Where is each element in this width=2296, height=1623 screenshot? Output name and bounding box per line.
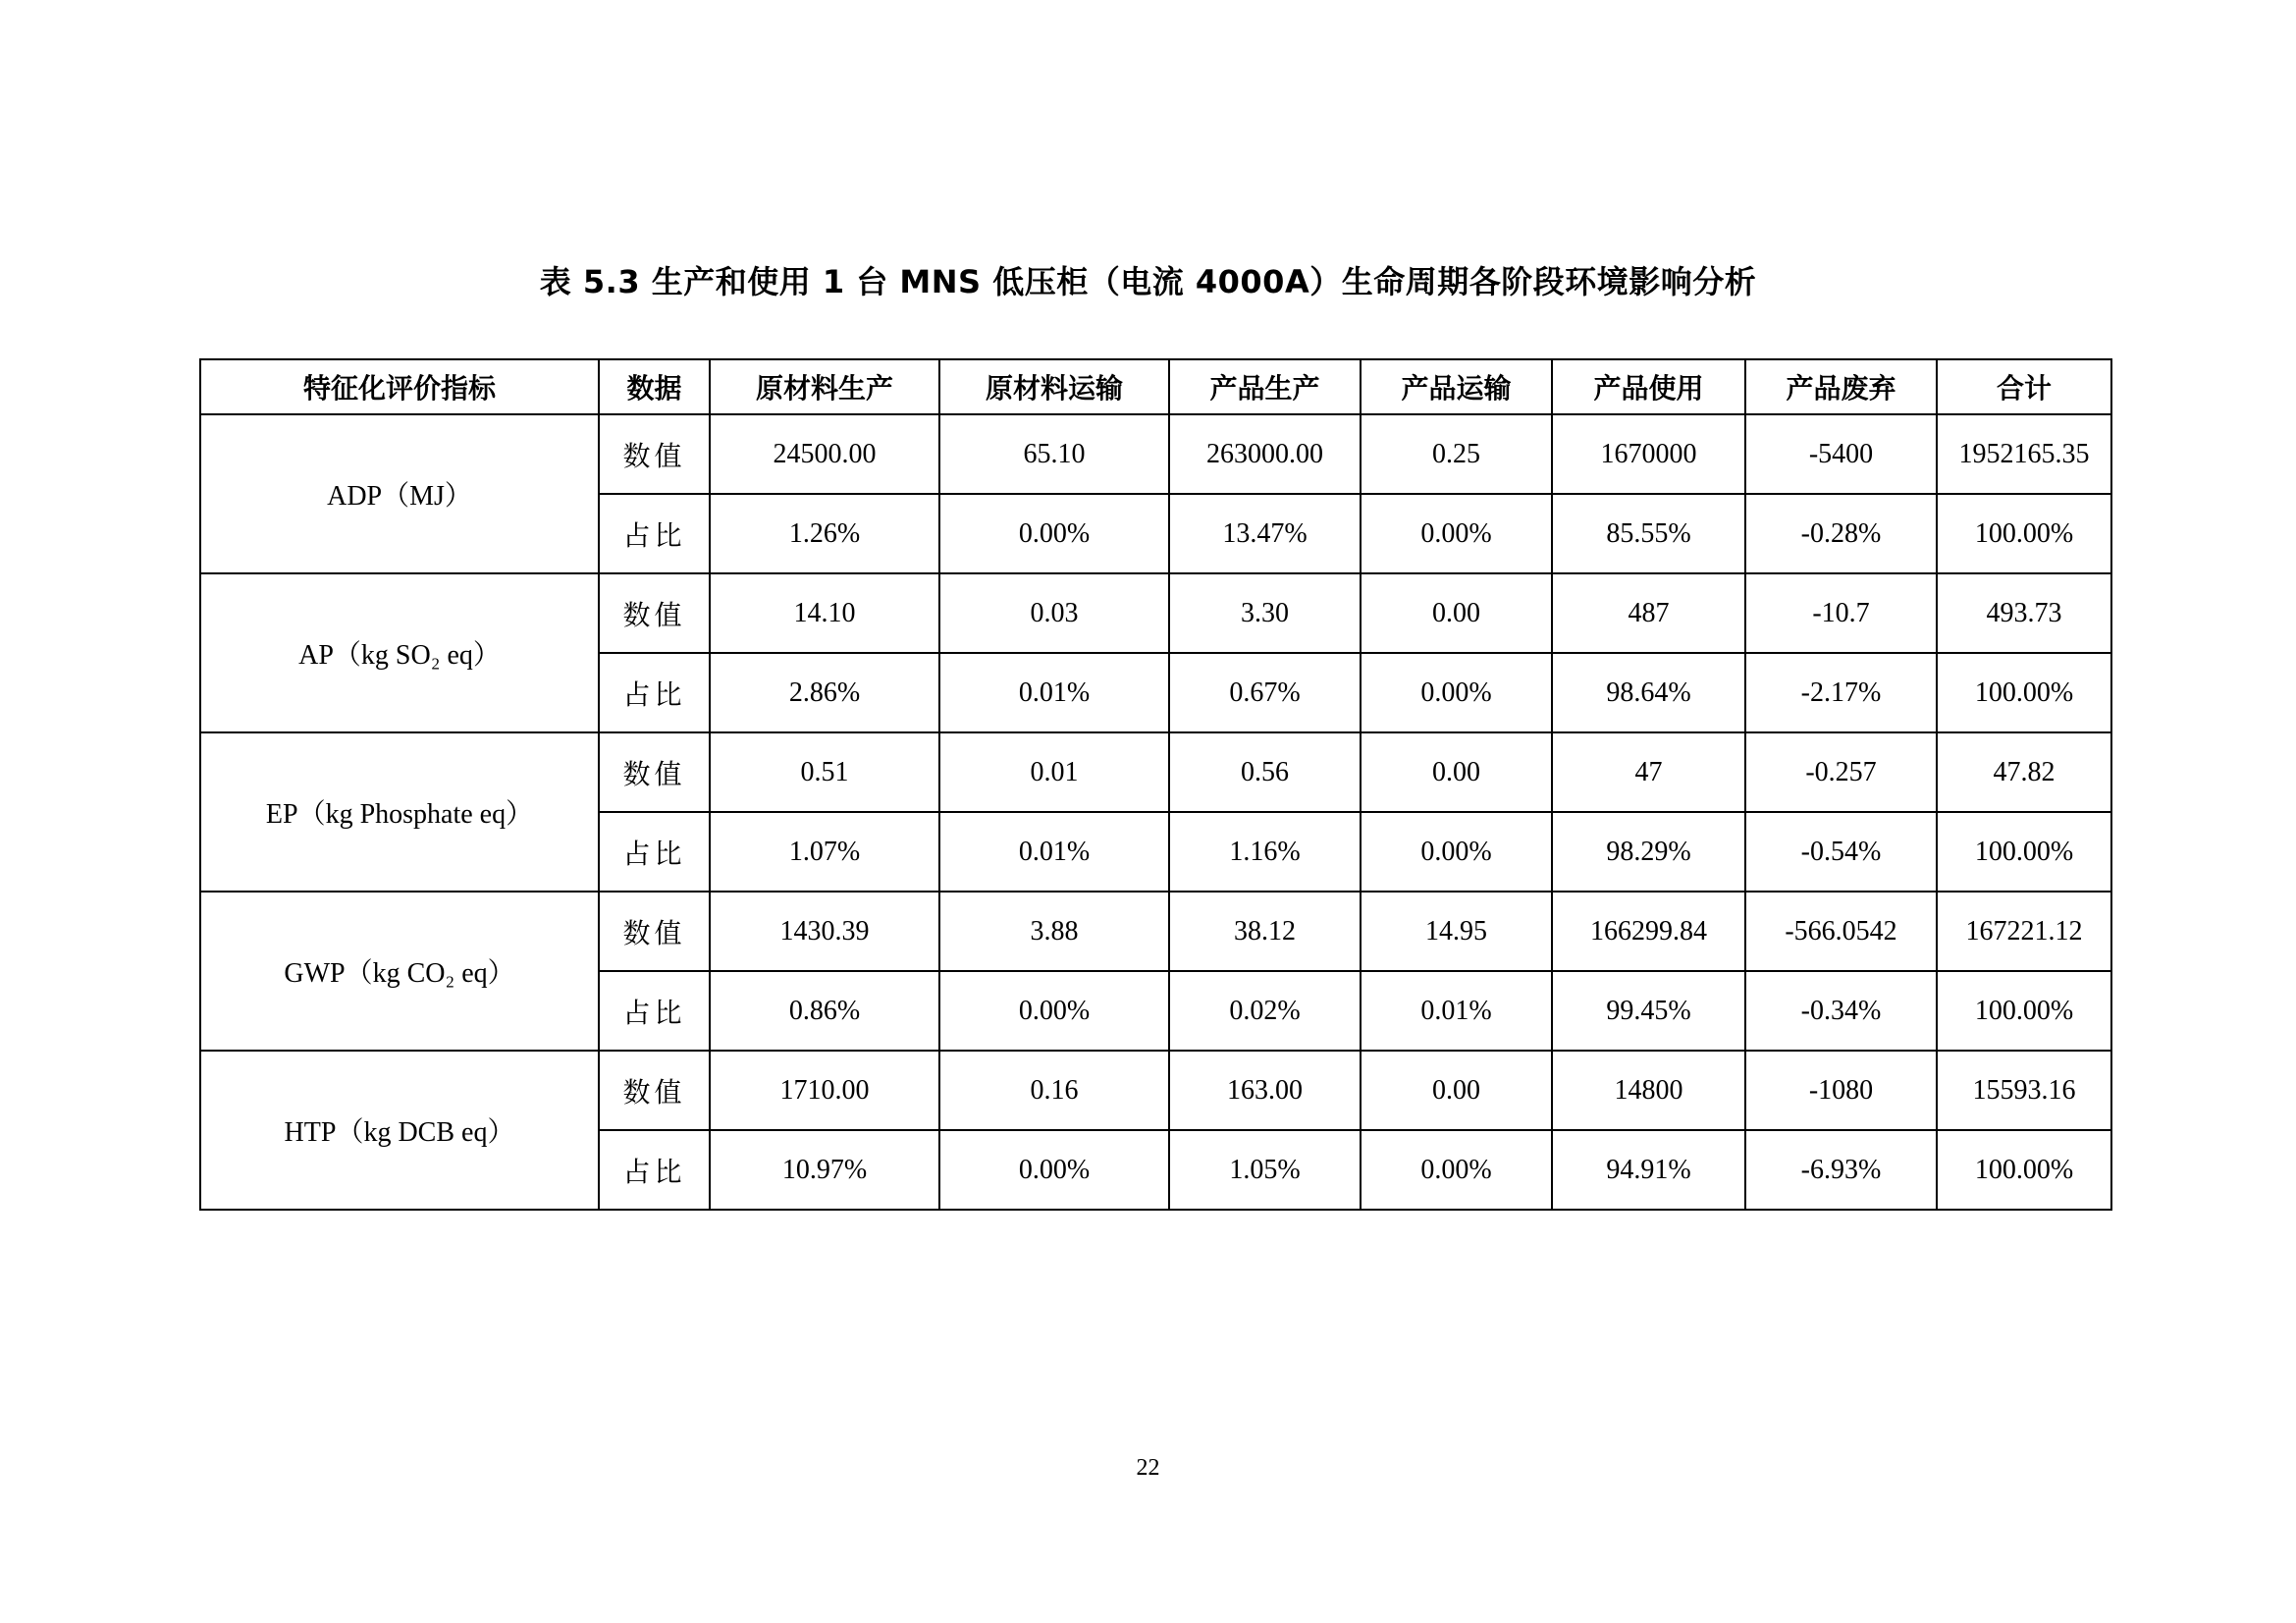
header-raw-material-transport: 原材料运输 — [939, 359, 1169, 414]
table-body — [200, 414, 2111, 1210]
cell-raw-material-transport: 0.16 — [939, 1051, 1169, 1130]
cell-product-use: 85.55% — [1552, 494, 1745, 573]
indicator-name: AP（kg SO₂ eq） — [200, 573, 599, 732]
cell-raw-material-transport: 0.01 — [939, 732, 1169, 812]
cell-product-transport: 0.00 — [1361, 732, 1552, 812]
cell-raw-material-production: 1430.39 — [710, 892, 939, 971]
cell-raw-material-production: 24500.00 — [710, 414, 939, 494]
cell-total: 1952165.35 — [1937, 414, 2111, 494]
cell-product-transport: 0.25 — [1361, 414, 1552, 494]
cell-product-transport: 0.00% — [1361, 494, 1552, 573]
cell-raw-material-production: 2.86% — [710, 653, 939, 732]
cell-product-disposal: -1080 — [1745, 1051, 1937, 1130]
cell-product-disposal: -0.54% — [1745, 812, 1937, 892]
cell-product-disposal: -0.28% — [1745, 494, 1937, 573]
cell-total: 15593.16 — [1937, 1051, 2111, 1130]
header-total: 合计 — [1937, 359, 2111, 414]
cell-raw-material-transport: 0.01% — [939, 812, 1169, 892]
table-row — [200, 892, 2111, 971]
cell-product-production: 13.47% — [1169, 494, 1361, 573]
cell-raw-material-production: 1.07% — [710, 812, 939, 892]
cell-total: 100.00% — [1937, 494, 2111, 573]
header-product-use: 产品使用 — [1552, 359, 1745, 414]
cell-raw-material-production: 1.26% — [710, 494, 939, 573]
cell-product-use: 1670000 — [1552, 414, 1745, 494]
cell-product-production: 0.67% — [1169, 653, 1361, 732]
table-row — [200, 1051, 2111, 1130]
header-raw-material-production: 原材料生产 — [710, 359, 939, 414]
cell-raw-material-transport: 65.10 — [939, 414, 1169, 494]
row-type-value: 数值 — [599, 573, 710, 653]
cell-product-transport: 0.01% — [1361, 971, 1552, 1051]
cell-product-use: 94.91% — [1552, 1130, 1745, 1210]
header-product-production: 产品生产 — [1169, 359, 1361, 414]
row-type-share: 占比 — [599, 494, 710, 573]
cell-raw-material-production: 0.86% — [710, 971, 939, 1051]
indicator-name: GWP（kg CO₂ eq） — [200, 892, 599, 1051]
page-number: 22 — [1136, 1455, 1160, 1481]
indicator-name: EP（kg Phosphate eq） — [200, 732, 599, 892]
cell-product-transport: 0.00% — [1361, 1130, 1552, 1210]
cell-raw-material-transport: 0.03 — [939, 573, 1169, 653]
cell-raw-material-production: 10.97% — [710, 1130, 939, 1210]
header-indicator: 特征化评价指标 — [200, 359, 599, 414]
cell-product-transport: 14.95 — [1361, 892, 1552, 971]
cell-product-production: 38.12 — [1169, 892, 1361, 971]
table-title: 表 5.3 生产和使用 1 台 MNS 低压柜（电流 4000A）生命周期各阶段环境影响分析 — [539, 263, 1757, 300]
cell-raw-material-production: 0.51 — [710, 732, 939, 812]
table-row — [200, 414, 2111, 494]
row-type-share: 占比 — [599, 812, 710, 892]
cell-product-production: 1.05% — [1169, 1130, 1361, 1210]
cell-raw-material-production: 1710.00 — [710, 1051, 939, 1130]
cell-product-disposal: -0.34% — [1745, 971, 1937, 1051]
cell-product-use: 487 — [1552, 573, 1745, 653]
row-type-value: 数值 — [599, 732, 710, 812]
cell-raw-material-transport: 0.00% — [939, 1130, 1169, 1210]
cell-raw-material-transport: 0.00% — [939, 494, 1169, 573]
cell-product-transport: 0.00% — [1361, 653, 1552, 732]
cell-product-disposal: -6.93% — [1745, 1130, 1937, 1210]
cell-product-production: 3.30 — [1169, 573, 1361, 653]
cell-product-transport: 0.00 — [1361, 573, 1552, 653]
indicator-name: ADP（MJ） — [200, 414, 599, 573]
cell-raw-material-transport: 0.01% — [939, 653, 1169, 732]
cell-product-production: 163.00 — [1169, 1051, 1361, 1130]
cell-product-use: 98.29% — [1552, 812, 1745, 892]
cell-product-production: 263000.00 — [1169, 414, 1361, 494]
cell-product-production: 1.16% — [1169, 812, 1361, 892]
cell-raw-material-production: 14.10 — [710, 573, 939, 653]
table-header-row — [200, 359, 2111, 414]
row-type-value: 数值 — [599, 892, 710, 971]
cell-product-disposal: -10.7 — [1745, 573, 1937, 653]
indicator-name: HTP（kg DCB eq） — [200, 1051, 599, 1210]
header-data: 数据 — [599, 359, 710, 414]
cell-product-disposal: -2.17% — [1745, 653, 1937, 732]
cell-product-use: 99.45% — [1552, 971, 1745, 1051]
cell-product-use: 14800 — [1552, 1051, 1745, 1130]
cell-total: 493.73 — [1937, 573, 2111, 653]
cell-product-disposal: -566.0542 — [1745, 892, 1937, 971]
cell-total: 100.00% — [1937, 971, 2111, 1051]
cell-total: 47.82 — [1937, 732, 2111, 812]
cell-product-transport: 0.00% — [1361, 812, 1552, 892]
row-type-share: 占比 — [599, 971, 710, 1051]
cell-raw-material-transport: 3.88 — [939, 892, 1169, 971]
cell-product-production: 0.02% — [1169, 971, 1361, 1051]
cell-product-use: 98.64% — [1552, 653, 1745, 732]
cell-total: 167221.12 — [1937, 892, 2111, 971]
cell-total: 100.00% — [1937, 653, 2111, 732]
table-row — [200, 573, 2111, 653]
row-type-value: 数值 — [599, 1051, 710, 1130]
cell-product-production: 0.56 — [1169, 732, 1361, 812]
cell-raw-material-transport: 0.00% — [939, 971, 1169, 1051]
cell-product-transport: 0.00 — [1361, 1051, 1552, 1130]
header-product-disposal: 产品废弃 — [1745, 359, 1937, 414]
header-product-transport: 产品运输 — [1361, 359, 1552, 414]
row-type-value: 数值 — [599, 414, 710, 494]
cell-total: 100.00% — [1937, 1130, 2111, 1210]
table-row — [200, 732, 2111, 812]
impact-table — [199, 358, 2112, 1211]
cell-product-use: 47 — [1552, 732, 1745, 812]
cell-product-use: 166299.84 — [1552, 892, 1745, 971]
row-type-share: 占比 — [599, 653, 710, 732]
cell-total: 100.00% — [1937, 812, 2111, 892]
cell-product-disposal: -5400 — [1745, 414, 1937, 494]
cell-product-disposal: -0.257 — [1745, 732, 1937, 812]
row-type-share: 占比 — [599, 1130, 710, 1210]
